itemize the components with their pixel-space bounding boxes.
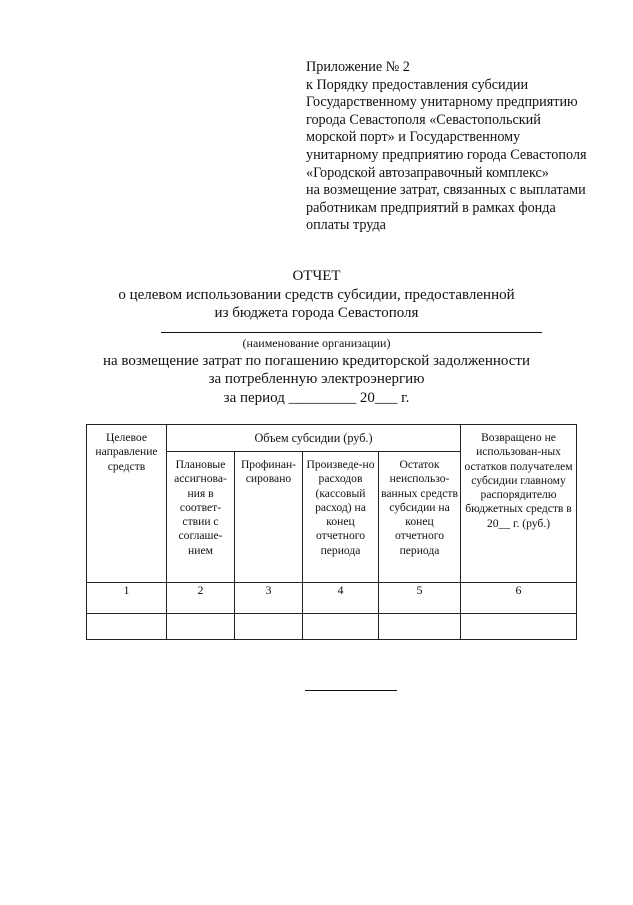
table-cell [303,614,379,640]
column-number-row [87,583,577,614]
column-number: 2 [167,583,235,614]
organization-name-line [161,332,542,333]
appendix-line: унитарному предприятию города Севастополя [306,146,587,163]
header-purpose: Целевое направление средств [87,425,167,583]
column-number: 1 [87,583,167,614]
table-cell [87,614,167,640]
column-number: 5 [379,583,461,614]
report-subtitle: о целевом использовании средств субсидии, предоставленной [118,287,515,303]
appendix-line: работникам предприятий в рамках фонда [306,199,556,216]
appendix-line: морской порт» и Государственному [306,129,521,146]
table-cell [235,614,303,640]
header-remainder: Остаток неиспользо-ванных средств субсидии на конец отчетного периода [379,452,461,583]
report-purpose: на возмещение затрат по погашению кредиторской задолженности [102,353,530,369]
header-subsidy-volume: Объем субсидии (руб.) [167,425,461,452]
table-cell [167,614,235,640]
appendix-line: к Порядку предоставления субсидии [306,76,529,93]
appendix-line: на возмещение затрат, связанных с выплатами [306,182,586,199]
appendix-line: «Городской автозаправочный комплекс» [306,164,549,181]
appendix-line: города Севастополя «Севастопольский [306,111,541,128]
appendix-block [306,59,626,235]
report-purpose: за потребленную электроэнергию [208,371,425,387]
table-row [87,614,577,640]
report-subtitle: из бюджета города Севастополя [214,305,419,321]
column-number: 6 [461,583,577,614]
closing-divider [305,690,397,691]
column-number: 4 [303,583,379,614]
report-title: ОТЧЕТ [292,268,341,284]
header-spent: Произведе-но расходов (кассовый расход) на конец отчетного периода [303,452,379,583]
organization-caption: (наименование организации) [242,336,391,350]
header-returned: Возвращено не использован-ных остатков получателем субсидии главному распорядителю бюджетных средств в 20__ г. (руб.) [461,425,577,583]
report-table [86,424,577,640]
header-planned: Плановые ассигнова-ния в соответ-ствии с соглаше-нием [167,452,235,583]
appendix-line: Приложение № 2 [306,59,410,75]
appendix-line: оплаты труда [306,217,386,234]
column-number: 3 [235,583,303,614]
header-financed: Профинан-сировано [235,452,303,583]
table-cell [379,614,461,640]
appendix-line: Государственному унитарному предприятию [306,94,578,111]
report-period: за период _________ 20___ г. [223,390,410,406]
table-cell [461,614,577,640]
